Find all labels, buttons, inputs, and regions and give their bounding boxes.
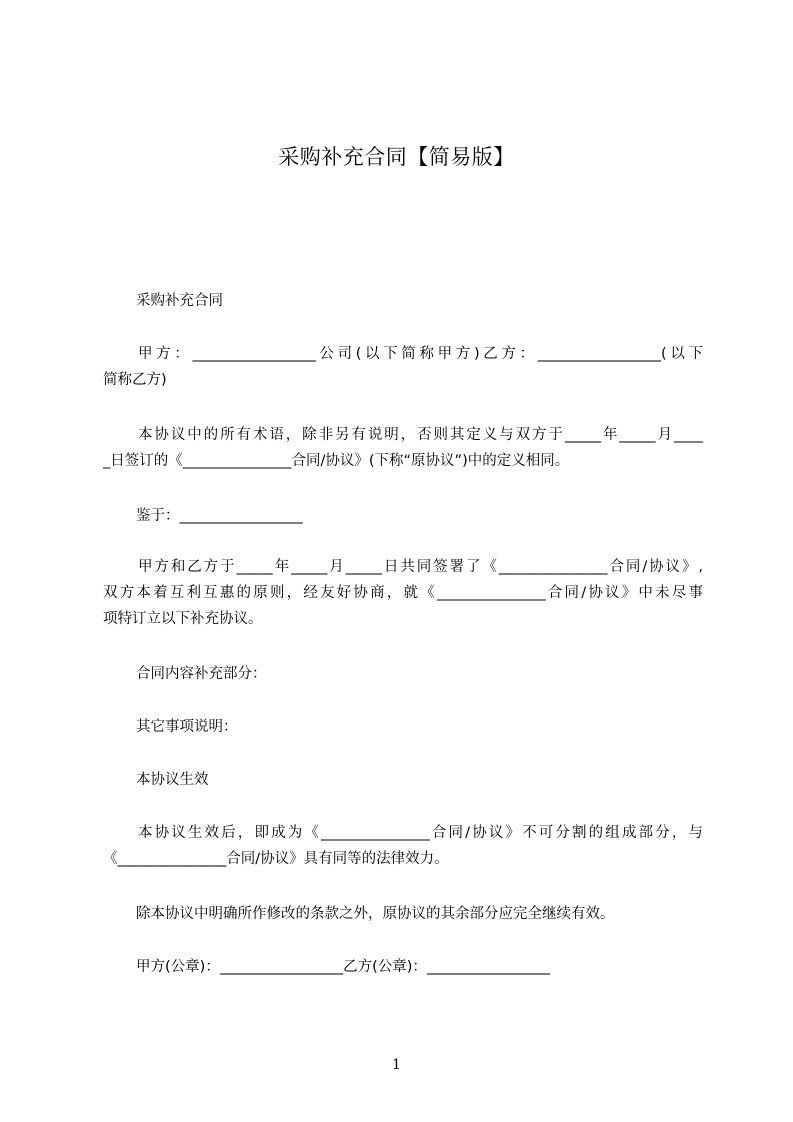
supplement-heading: 合同内容补充部分： — [136, 666, 267, 682]
effect-heading: 本协议生效 — [136, 772, 209, 788]
page-number: 1 — [392, 1057, 401, 1073]
parties-paragraph — [103, 341, 703, 393]
terms-paragraph — [103, 422, 703, 474]
whereas-line: 鉴于：_________________ — [136, 508, 303, 524]
effect-paragraph — [103, 820, 703, 872]
document-title: 采购补充合同【简易版】 — [278, 145, 515, 169]
parties-line-2: 简称乙方) — [103, 372, 167, 388]
signed-line-2: 双方本着互利互惠的原则，经友好协商，就《_______________合同/协议》中未尽事 — [103, 585, 703, 601]
signed-line-1: 甲方和乙方于_____年_____月_____日共同签署了《_______________合同/协议》, — [138, 559, 703, 575]
section-heading: 采购补充合同 — [136, 293, 223, 309]
other-matters-heading: 其它事项说明： — [136, 719, 238, 735]
remainder-paragraph: 除本协议中明确所作修改的条款之外，原协议的其余部分应完全继续有效。 — [136, 906, 615, 922]
effect-line-1: 本协议生效后，即成为《_______________合同/协议》不可分割的组成部分，与 — [138, 825, 703, 841]
terms-line-2: _日签订的《_______________合同/协议》(下称“原协议”)中的定义相同。 — [103, 453, 570, 469]
signed-line-3: 项特订立以下补充协议。 — [103, 611, 263, 627]
parties-line-1: 甲方：_________________公司(以下简称甲方)乙方：_________________(以下 — [138, 346, 703, 362]
signed-paragraph — [103, 554, 703, 632]
terms-line-1: 本协议中的所有术语，除非另有说明，否则其定义与双方于_____年_____月____ — [138, 427, 703, 443]
effect-line-2: 《_______________合同/协议》具有同等的法律效力。 — [103, 851, 449, 867]
seals-line: 甲方(公章)：_________________乙方(公章)：_________________ — [136, 959, 551, 975]
